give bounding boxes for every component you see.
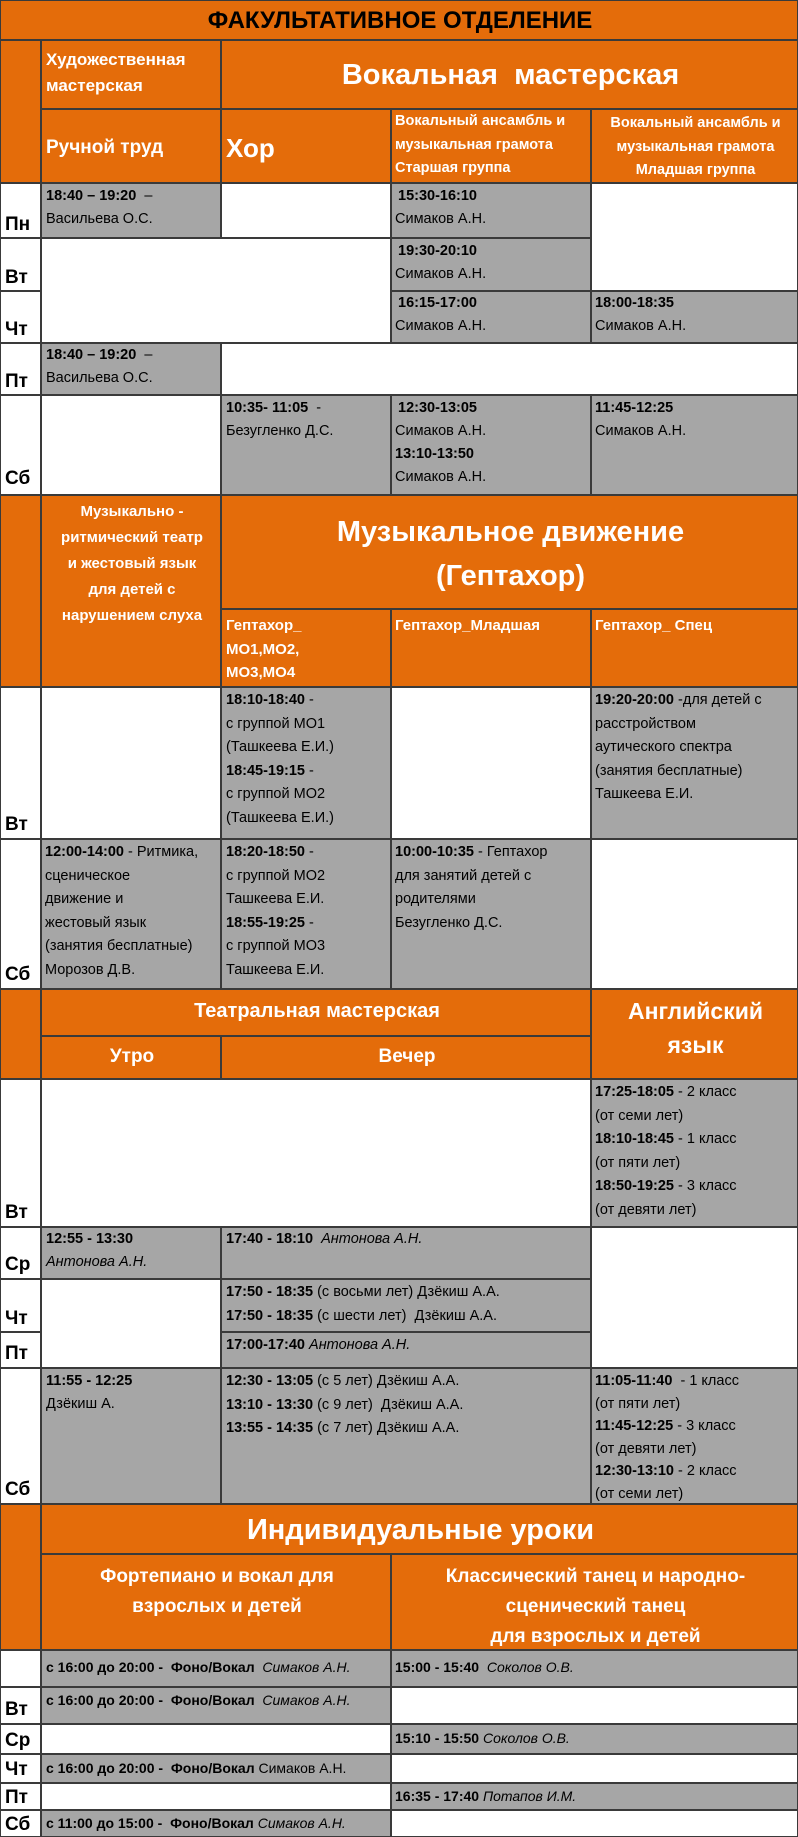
schedule-text: (с 9 лет) Дзёкиш А.А.: [313, 1396, 464, 1413]
schedule-line: [226, 865, 325, 889]
schedule-text: Ташкеева Е.И.: [595, 786, 694, 802]
mon-manual-cell: 18:40 – 19:20 – Васильева О.С.: [41, 183, 221, 238]
schedule-line: [226, 1417, 459, 1441]
schedule-text: Ташкеева Е.И.: [226, 961, 325, 978]
day-sat-4: Сб: [0, 1810, 41, 1837]
s2-corner: [0, 495, 41, 687]
sat-english-cell: [591, 1368, 798, 1504]
r5-piano-cell: [41, 1783, 391, 1810]
day-mon: Пн: [0, 183, 41, 238]
schedule-time: 13:55 - 14:35: [226, 1420, 314, 1436]
schedule-text: жестовый язык: [45, 914, 147, 931]
sat-morning-cell: 11:55 - 12:25 Дзёкиш А.: [41, 1368, 221, 1504]
title-bar: [0, 0, 798, 40]
r6-piano-cell: с 11:00 до 15:00 - Фоно/Вокал Симаков А.Н.: [41, 1810, 391, 1837]
ensemble-junior-header: Вокальный ансамбль и музыкальная грамота Младшая группа: [591, 109, 798, 183]
schedule-text: (от пяти лет): [595, 1395, 681, 1412]
individual-header: Индивидуальные уроки: [41, 1504, 798, 1554]
sat-choir-cell: 10:35- 11:05 - Безугленко Д.С.: [221, 395, 391, 495]
r5-dance-cell: 16:35 - 17:40 Потапов И.М.: [391, 1783, 798, 1810]
schedule-line: [395, 912, 502, 936]
schedule-text: аутического спектра: [595, 739, 732, 755]
mon-senior-cell: 15:30-16:10 Симаков А.Н.: [391, 183, 591, 238]
schedule-text: - 1 класс: [674, 1131, 737, 1147]
r3-piano-cell: [41, 1724, 391, 1754]
schedule-text: - Гептахор: [474, 844, 548, 860]
schedule-line: [595, 1128, 737, 1152]
schedule-text: (с 5 лет) Дзёкиш А.А.: [313, 1373, 460, 1389]
schedule-time: 18:10-18:40: [226, 692, 305, 708]
schedule-text: - 2 класс: [674, 1084, 737, 1100]
theatre-workshop-header: Театральная мастерская: [41, 989, 591, 1036]
choir-header: Хор: [221, 109, 391, 183]
day-wed-4: Ср: [0, 1724, 41, 1754]
mon-choir-cell: [221, 183, 391, 238]
thu-junior-cell: 18:00-18:35 Симаков А.Н.: [591, 291, 798, 343]
schedule-time: 18:20-18:50: [226, 844, 305, 860]
thu-fri-morning-cell: [41, 1279, 221, 1368]
manual-labor-header: Ручной труд: [41, 109, 221, 183]
schedule-line: [395, 888, 476, 912]
tue-english-cell: [591, 1079, 798, 1227]
schedule-text: - 3 класс: [674, 1178, 737, 1194]
r1-dance-cell: 15:00 - 15:40 Соколов О.В.: [391, 1650, 798, 1687]
s4-corner: [0, 1504, 41, 1650]
art-workshop-header: Художественная мастерская: [41, 40, 221, 109]
schedule-text: - Ритмика,: [124, 844, 199, 860]
schedule-text: с группой МО3: [226, 938, 326, 954]
r2-dance-cell: [391, 1687, 798, 1724]
sat-evening-cell: [221, 1368, 591, 1504]
schedule-line: [595, 1152, 680, 1176]
day-fri: Пт: [0, 343, 41, 395]
theatre-header: Музыкально - ритмический театр и жестовый язык для детей с нарушением слуха: [41, 495, 221, 687]
schedule-text: (с 7 лет) Дзёкиш А.А.: [313, 1420, 460, 1436]
tue-theatre-empty: [41, 1079, 591, 1227]
schedule-line: [595, 1460, 737, 1483]
schedule-line: [226, 959, 324, 983]
schedule-text: расстройством: [595, 715, 696, 732]
schedule-line: [226, 713, 325, 737]
schedule-text: - 2 класс: [674, 1463, 737, 1479]
r1-piano-cell: с 16:00 до 20:00 - Фоно/Вокал Симаков А.Н.: [41, 1650, 391, 1687]
schedule-line: [595, 1415, 736, 1438]
r4-piano-cell: с 16:00 до 20:00 - Фоно/Вокал Симаков А.Н.: [41, 1754, 391, 1783]
s3-corner: [0, 989, 41, 1079]
schedule-text: - 3 класс: [673, 1418, 736, 1434]
tue-junior-cell: [391, 687, 591, 839]
schedule-line: [226, 783, 325, 807]
wed-fri-english-cell: [591, 1227, 798, 1368]
schedule-time: 17:25-18:05: [595, 1084, 674, 1100]
schedule-text: для занятий детей с: [395, 867, 532, 884]
schedule-line: [45, 888, 123, 912]
schedule-text: с группой МО2: [226, 786, 326, 802]
schedule-text: Морозов Д.В.: [45, 961, 136, 978]
day-blank-4: [0, 1650, 41, 1687]
sat-theatre-cell: [41, 839, 221, 989]
schedule-text: -: [305, 692, 314, 708]
schedule-line: [226, 935, 325, 959]
day-sat-3: Сб: [0, 1368, 41, 1504]
schedule-text: родителями: [395, 891, 476, 907]
fri-manual-cell: 18:40 – 19:20 – Васильева О.С.: [41, 343, 221, 395]
schedule-line: [226, 1305, 497, 1329]
sat-junior-cell-2: [391, 839, 591, 989]
schedule-time: 10:00-10:35: [395, 844, 474, 860]
r4-dance-cell: [391, 1754, 798, 1783]
schedule-line: [226, 760, 314, 784]
schedule-time: 11:05-11:40: [595, 1373, 673, 1389]
schedule-text: (Ташкеева Е.И.): [226, 739, 334, 755]
schedule-time: 18:50-19:25: [595, 1178, 674, 1194]
group-junior-header: Гептахор_Младшая: [391, 609, 591, 687]
schedule-line: [595, 1483, 683, 1505]
group-mo-header: Гептахор_ МО1,МО2, МО3,МО4: [221, 609, 391, 687]
schedule-line: [226, 1370, 459, 1394]
tue-manual-choir-cell: [41, 238, 391, 343]
schedule-text: -: [305, 844, 314, 860]
schedule-line: [45, 912, 146, 936]
day-sat: Сб: [0, 395, 41, 495]
day-tue-4: Вт: [0, 1687, 41, 1724]
wed-evening-cell: 17:40 - 18:10 Антонова А.Н.: [221, 1227, 591, 1279]
schedule-line: [595, 736, 732, 760]
schedule-time: 12:00-14:00: [45, 844, 124, 860]
tue-theatre-cell: [41, 687, 221, 839]
sat-manual-cell: [41, 395, 221, 495]
day-sat-2: Сб: [0, 839, 41, 989]
schedule-line: [595, 1081, 737, 1105]
piano-header: Фортепиано и вокал для взрослых и детей: [41, 1554, 391, 1650]
schedule-line: [595, 1175, 737, 1199]
schedule-time: 13:10 - 13:30: [226, 1396, 314, 1413]
schedule-line: [45, 935, 193, 959]
schedule-line: [45, 865, 130, 889]
schedule-text: Ташкеева Е.И.: [226, 891, 325, 907]
s1-corner: [0, 40, 41, 183]
schedule-line: [595, 1105, 683, 1129]
schedule-text: (занятия бесплатные): [595, 762, 743, 779]
schedule-line: [226, 912, 314, 936]
schedule-time: 18:10-18:45: [595, 1131, 674, 1147]
r6-dance-cell: [391, 1810, 798, 1837]
schedule-line: [45, 841, 198, 865]
schedule-time: 17:50 - 18:35: [226, 1284, 314, 1300]
thu-senior-cell: 16:15-17:00 Симаков А.Н.: [391, 291, 591, 343]
schedule-line: [595, 760, 743, 784]
schedule-text: (от девяти лет): [595, 1440, 697, 1457]
schedule-text: (от девяти лет): [595, 1201, 697, 1218]
english-header: Английский язык: [591, 989, 798, 1079]
thu-evening-cell: [221, 1279, 591, 1332]
schedule-time: 12:30 - 13:05: [226, 1373, 314, 1389]
schedule-time: 17:50 - 18:35: [226, 1307, 314, 1324]
schedule-text: (от семи лет): [595, 1485, 684, 1502]
schedule-text: Безугленко Д.С.: [395, 914, 503, 931]
wed-morning-cell: 12:55 - 13:30 Антонова А.Н.: [41, 1227, 221, 1279]
schedule-line: [595, 1438, 696, 1461]
schedule-time: 18:55-19:25: [226, 914, 305, 931]
r3-dance-cell: 15:10 - 15:50 Соколов О.В.: [391, 1724, 798, 1754]
mon-tue-junior-cell: [591, 183, 798, 291]
schedule-line: [226, 1281, 500, 1305]
schedule-time: 18:45-19:15: [226, 762, 305, 779]
ensemble-senior-header: Вокальный ансамбль и музыкальная грамота Старшая группа: [391, 109, 591, 183]
schedule-text: -: [305, 762, 314, 779]
schedule-line: [226, 841, 314, 865]
schedule-text: (с шести лет) Дзёкиш А.А.: [313, 1307, 498, 1324]
fri-rest-cell: [221, 343, 798, 395]
schedule-text: (занятия бесплатные): [45, 938, 193, 954]
day-wed-3: Ср: [0, 1227, 41, 1279]
schedule-line: [595, 1370, 739, 1393]
schedule-text: с группой МО1: [226, 715, 326, 732]
schedule-line: [226, 689, 314, 713]
day-tue-2: Вт: [0, 687, 41, 839]
movement-header: Музыкальное движение (Гептахор): [221, 495, 798, 609]
schedule-time: 11:45-12:25: [595, 1418, 674, 1434]
schedule-time: 12:30-13:10: [595, 1463, 674, 1479]
evening-header: Вечер: [221, 1036, 591, 1079]
day-thu-4: Чт: [0, 1754, 41, 1783]
schedule-text: (с восьми лет) Дзёкиш А.А.: [313, 1284, 500, 1300]
schedule-text: движение и: [45, 891, 124, 907]
schedule-text: (Ташкеева Е.И.): [226, 809, 334, 826]
schedule-line: [395, 841, 547, 865]
schedule-line: [395, 865, 531, 889]
day-fri-4: Пт: [0, 1783, 41, 1810]
schedule-line: [45, 959, 135, 983]
schedule-line: [595, 1393, 680, 1416]
day-thu-3: Чт: [0, 1279, 41, 1332]
sat-mo-cell: [221, 839, 391, 989]
sat-spec-cell: [591, 839, 798, 989]
group-spec-header: Гептахор_ Спец: [591, 609, 798, 687]
morning-header: Утро: [41, 1036, 221, 1079]
schedule-text: -: [305, 914, 314, 931]
schedule-line: [226, 888, 324, 912]
sat-junior-cell: 11:45-12:25 Симаков А.Н.: [591, 395, 798, 495]
schedule-text: (от семи лет): [595, 1107, 684, 1124]
schedule-text: сценическое: [45, 867, 131, 884]
schedule-line: [595, 783, 693, 807]
schedule-line: [595, 689, 762, 713]
schedule-text: -для детей с: [674, 692, 762, 708]
schedule-time: 19:20-20:00: [595, 692, 674, 708]
day-tue-3: Вт: [0, 1079, 41, 1227]
fri-evening-cell: 17:00-17:40 Антонова А.Н.: [221, 1332, 591, 1368]
dance-header: Классический танец и народно- сценический танец для взрослых и детей: [391, 1554, 798, 1650]
day-tue: Вт: [0, 238, 41, 291]
schedule-text: с группой МО2: [226, 867, 326, 884]
page-title: ФАКУЛЬТАТИВНОЕ ОТДЕЛЕНИЕ: [207, 7, 593, 34]
schedule-text: (от пяти лет): [595, 1154, 681, 1171]
tue-mo-cell: [221, 687, 391, 839]
schedule-line: [595, 713, 696, 737]
schedule-text: - 1 класс: [672, 1373, 739, 1389]
schedule-line: [226, 807, 334, 831]
schedule-line: [226, 1394, 463, 1418]
schedule-line: [226, 736, 334, 760]
vocal-workshop-header: Вокальная мастерская: [221, 40, 798, 109]
tue-spec-cell: [591, 687, 798, 839]
day-thu: Чт: [0, 291, 41, 343]
r2-piano-cell: с 16:00 до 20:00 - Фоно/Вокал Симаков А.Н.: [41, 1687, 391, 1724]
tue-senior-cell: 19:30-20:10 Симаков А.Н.: [391, 238, 591, 291]
schedule-line: [595, 1199, 696, 1223]
sat-senior-cell: 12:30-13:05 Симаков А.Н. 13:10-13:50 Симаков А.Н.: [391, 395, 591, 495]
day-fri-3: Пт: [0, 1332, 41, 1368]
